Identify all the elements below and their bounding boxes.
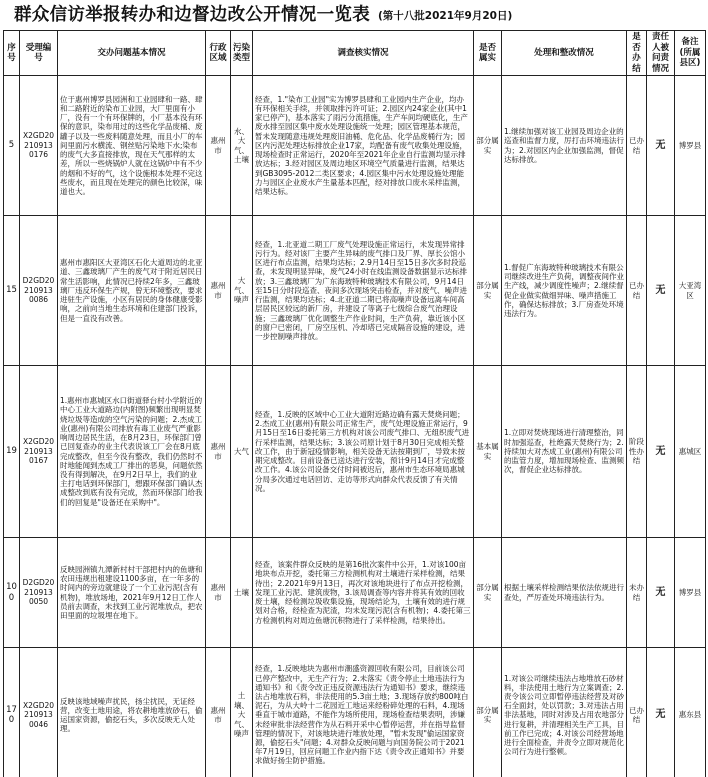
cell-remark: 惠城区 — [675, 366, 706, 538]
cell-remark: 博罗县 — [675, 538, 706, 648]
cell-seq: 170 — [4, 648, 20, 777]
col-handling: 处理和整改情况 — [502, 31, 627, 76]
cell-issue: 惠州市惠阳区大亚湾区石化大道周边的北亚道、三鑫玻璃厂产生的废气对于附近居民日常生活影响，此情况已持续2年多，三鑫玻璃厂违反环保生产规，曾无环境整改，要求进驻生产设施，小区有居民的身体健康受影响，之前向当地生态环境和住建部门投诉，但是一直没有改善。 — [58, 216, 206, 366]
cell-district: 惠州市 — [206, 648, 231, 777]
cell-code: D2GD20210913 0086 — [20, 216, 58, 366]
cell-verify: 经查，1.反映地块为惠州市潮盛资源回收有限公司，目前该公司已停产整改中，无生产行为；2.未落实《责令停止土地违法行为通知书》和《责令改正违反资源违法行为通知书》要求，继续违法占地堆放石料，非法使用的5.3亩土地；3.现场存放约800吨白泥石，为从大岭十二花园近工地运来经粉碎处理的石料，4.现场垂直于城市道路，不能作为场所使用，现场检查结果表明，涉嫌未经审批非法经营作为从石料开采中心暂停运营，并在指导监督管理的情况下，对该地块进行堆放处理，"暂未发现"偷运国家资源，偷挖石头"问题；4.对群众反映问题与向国务院公司于2021年7月19日，回应问题工作业内指下达《责令改正通知书》并要求做好扬尘防护措施。 — [253, 648, 474, 777]
cell-verify: 经查，1.反映的区域中心工业大道附近路边确有露天焚烧问题；2.杰成工业(惠州)有限公司正常生产，废气处理设施正常运行，9月15日至16日委托第三方机构对该公司废气排口、无组织废气进行采样监测，结果达标；3.该公司原计划于8月30日完成相关整改工作，由于新冠疫情影响，相关设备无法按期到厂，导致未按期完成整改。目前设备已送达进行安装，预计9月14日才完成整改工作。4.该公司设备交付时间被迟后，惠州市生态环境局惠城分局多次通过电话回访、走访等形式向群众代表反馈了有关情况。 — [253, 366, 474, 538]
cell-remark: 大亚湾区 — [675, 216, 706, 366]
col-seq: 序号 — [4, 31, 20, 76]
report-table — [3, 30, 706, 777]
table-row — [4, 366, 706, 538]
col-closed: 是否办结 — [627, 31, 647, 76]
cell-issue: 1.惠州市惠城区水口街道驿台村小学附近的中心工业大道路边(内附图)频繁出现明显焚烧垃圾等造成的空气污染的问题；2.杰成工业(惠州)有限公司排放有毒工业废气严重影响周边居民生活，在8月23日，环保部门曾已回复查办的业主代表说该工厂会在8月底完成整改，但至今没有整改，我们仍然时不时地能闻到杰成工厂排出的恶臭，问题依然没有得到解决，在9月2日早上，我们的业主打电话到环保部门，想跟环保部门确认杰成整改到底有没有完成，然而环保部门给我们的回复是"设备还在采购中"。 — [58, 366, 206, 538]
cell-verified: 部分属实 — [474, 538, 502, 648]
cell-pollution: 土壤、大气、噪声 — [231, 648, 253, 777]
cell-seq: 15 — [4, 216, 20, 366]
cell-handling: 1.督促广东海玻特种玻璃技术有限公司继续改进生产负荷，调整夜间作业生产线，减少调度性噪声；2.继续督促企业做实做细异味、噪声措施工作，确保达标排放；3.厂房查处环境违法行为。 — [502, 216, 627, 366]
cell-handling: 1.对该公司继续违法占地堆放石砂材料，非法使用土地行为立案调查；2.责令该公司立即暂停违法经营及对砂石全面封，处以罚款；3.对违法占用非法基地，同时对涉及占用农地部分进行复耕，并清理相关生产工具，目前工作已完成；4.对该公司经营场地进行全面检查，并责令立即对规范化公司行为进行整顿。 — [502, 648, 627, 777]
cell-issue: 反映该地域噪声扰民，扬尘扰民，无证经营，改变土地用途，将农耕地堆放砂石，偷运国家资源，偷挖石头，多次反映无人处理。 — [58, 648, 206, 777]
cell-closed: 阶段性办结 — [627, 366, 647, 538]
cell-issue: 位于惠州博罗县园洲和工业园肆和一路、肆和二路附近的染布工业园，大厂里面有小厂，没有一个有环保牌的，小厂基本没有环保的意识，染布用过的这些化学品废桶、废罐子以及一些废料随意处理，而且小厂的车间里面污水横流、钢丝贴污染地下水;染布的废气大多直接排放，现在天气那样的太差，所以一些烧锅炉人就在这锅炉中有不少的烟和不好的气，这个设施根本处理不完这些废水，而且现在处理完的颜色比较深，味道也大。 — [58, 76, 206, 216]
cell-accountability: 无 — [647, 366, 675, 538]
cell-district: 惠州市 — [206, 216, 231, 366]
cell-code: D2GD202109130050 — [20, 538, 58, 648]
cell-accountability: 无 — [647, 76, 675, 216]
cell-code: X2GD202109130046 — [20, 648, 58, 777]
cell-verified: 基本属实 — [474, 366, 502, 538]
cell-issue: 反映园洲镇九潭新村村干部把村内的鱼塘和农田违规出租建设1100多亩，在一年多的时间内的旁边就建设了一个工业污泥(含有机物)，堆放场地，2021年9月12日工作人员前去调查，未找到工业污泥堆放点，把农田里面的垃圾埋在地下。 — [58, 538, 206, 648]
cell-pollution: 大气 — [231, 366, 253, 538]
cell-remark: 博罗县 — [675, 76, 706, 216]
table-row — [4, 216, 706, 366]
cell-district: 惠州市 — [206, 76, 231, 216]
cell-verified: 部分属实 — [474, 648, 502, 777]
cell-verify: 经查，该案件群众反映的是第16批次案件中公开，1.对该100亩地块布点开挖，委托第三方检测机构对土壤进行采样检测，结果待出；2.2021年9月13日，再次对该地块进行了布点开挖检测，发现工业污泥、建筑废物，3.该局调查等内容并将其有效的回收废土壤，经检测垃圾收集设施，现场结论为，土壤有效的进行规划对合格，经检查为泥渣，均未发现污泥(含有机物)；4.委托第三方检测机构对周边鱼塘沉积物进行了采样检测，结果待出。 — [253, 538, 474, 648]
col-verify: 调查核实情况 — [253, 31, 474, 76]
batch-date: (第十八批2021年9月20日) — [378, 10, 513, 22]
cell-handling: 根据土壤采样检测结果依法依规进行查处，严厉查处环境违法行为。 — [502, 538, 627, 648]
col-code: 受理编号 — [20, 31, 58, 76]
col-remark: 备注(所属县区) — [675, 31, 706, 76]
col-verified: 是否属实 — [474, 31, 502, 76]
table-row — [4, 76, 706, 216]
cell-pollution: 水、大气、土壤 — [231, 76, 253, 216]
cell-closed: 已办结 — [627, 216, 647, 366]
cell-verified: 部分属实 — [474, 76, 502, 216]
cell-accountability: 无 — [647, 648, 675, 777]
cell-seq: 19 — [4, 366, 20, 538]
cell-district: 惠州市 — [206, 538, 231, 648]
col-issue: 交办问题基本情况 — [58, 31, 206, 76]
col-pollution: 污染类型 — [231, 31, 253, 76]
cell-closed: 未办结 — [627, 538, 647, 648]
cell-pollution: 土壤 — [231, 538, 253, 648]
page-title: 群众信访举报转办和边督边改公开情况一览表 — [14, 5, 370, 25]
col-accountability: 责任人被问责情况 — [647, 31, 675, 76]
cell-remark: 惠东县 — [675, 648, 706, 777]
table-header-row — [4, 31, 706, 76]
cell-verified: 部分属实 — [474, 216, 502, 366]
cell-handling: 1.继续加强对该工业园及周边企业的巡查和监督力度，厉打击环境违法行为；2.对园区内企业加强监测，督促达标排放。 — [502, 76, 627, 216]
cell-pollution: 大气、噪声 — [231, 216, 253, 366]
cell-accountability: 无 — [647, 216, 675, 366]
title-bar — [0, 0, 708, 26]
cell-verify: 经查，1."染布工业园"实为博罗县肆和工业园内生产企业，均办有环保相关手续，并领取排污许可证；2.园区内24家企业(其中1家已停产)，基本落实了雨污分流措施，生产车间均硬底化，生产废水排至园区集中废水处理设施统一处理；园区管理基本规范，暂未发现随意违规处理废旧油桶、危化品、化学品废桶行为；园区内污泥处理达标排放企业17家，均配备有废气收集处理设施，现场检查时正常运行，2020年至2021年企业自行监测均显示排放达标；3.经对园区及周边地区环境空气质量进行监测，结果达到GB3095-2012二类区要求；4.园区集中污水处理设施处理能力与园区企业废水产生量基本匹配，经对排放口废水采样监测，结果达标。 — [253, 76, 474, 216]
table-row — [4, 648, 706, 777]
cell-accountability: 无 — [647, 538, 675, 648]
cell-seq: 100 — [4, 538, 20, 648]
cell-handling: 1.立即对焚烧现场进行清理整治，同时加强巡查，杜绝露天焚烧行为；2.持续加大对杰成工业(惠州)有限公司的监管力度，增加现场检查、监测频次，督促企业达标排放。 — [502, 366, 627, 538]
table-row — [4, 538, 706, 648]
cell-code: X2GD202109130176 — [20, 76, 58, 216]
cell-closed: 已办结 — [627, 648, 647, 777]
col-district: 行政区域 — [206, 31, 231, 76]
cell-seq: 5 — [4, 76, 20, 216]
cell-code: X2GD202109130167 — [20, 366, 58, 538]
cell-verify: 经查，1.北亚道二期工厂废气处理设施正常运行，未发现异常排污行为。经对该厂主要产生异味的废气排口及厂界、厚长公馆小区进行布点监测，结果均达标；2.9月14日至15日多次多时段巡查，未发现明显异味，废气24小时在线监测设备数据显示达标排放；3.三鑫玻璃厂为广东海玻特种玻璃技术有限公司，9月14日至15日分时段巡查、夜间多次现场突击检查，并对废气、噪声进行监测，结果均达标；4.北亚道二期已将高噪声设备远离车间高层居民区较远的新厂房，并建设了等离子七级综合废气治理设施；三鑫玻璃厂优化调整生产作业时间，生产负荷，靠近该小区的窗户已密闭，厂房空压机、冷却塔已完成隔音设施的建设，进一步控制噪声排放。 — [253, 216, 474, 366]
cell-district: 惠州市 — [206, 366, 231, 538]
cell-closed: 已办结 — [627, 76, 647, 216]
